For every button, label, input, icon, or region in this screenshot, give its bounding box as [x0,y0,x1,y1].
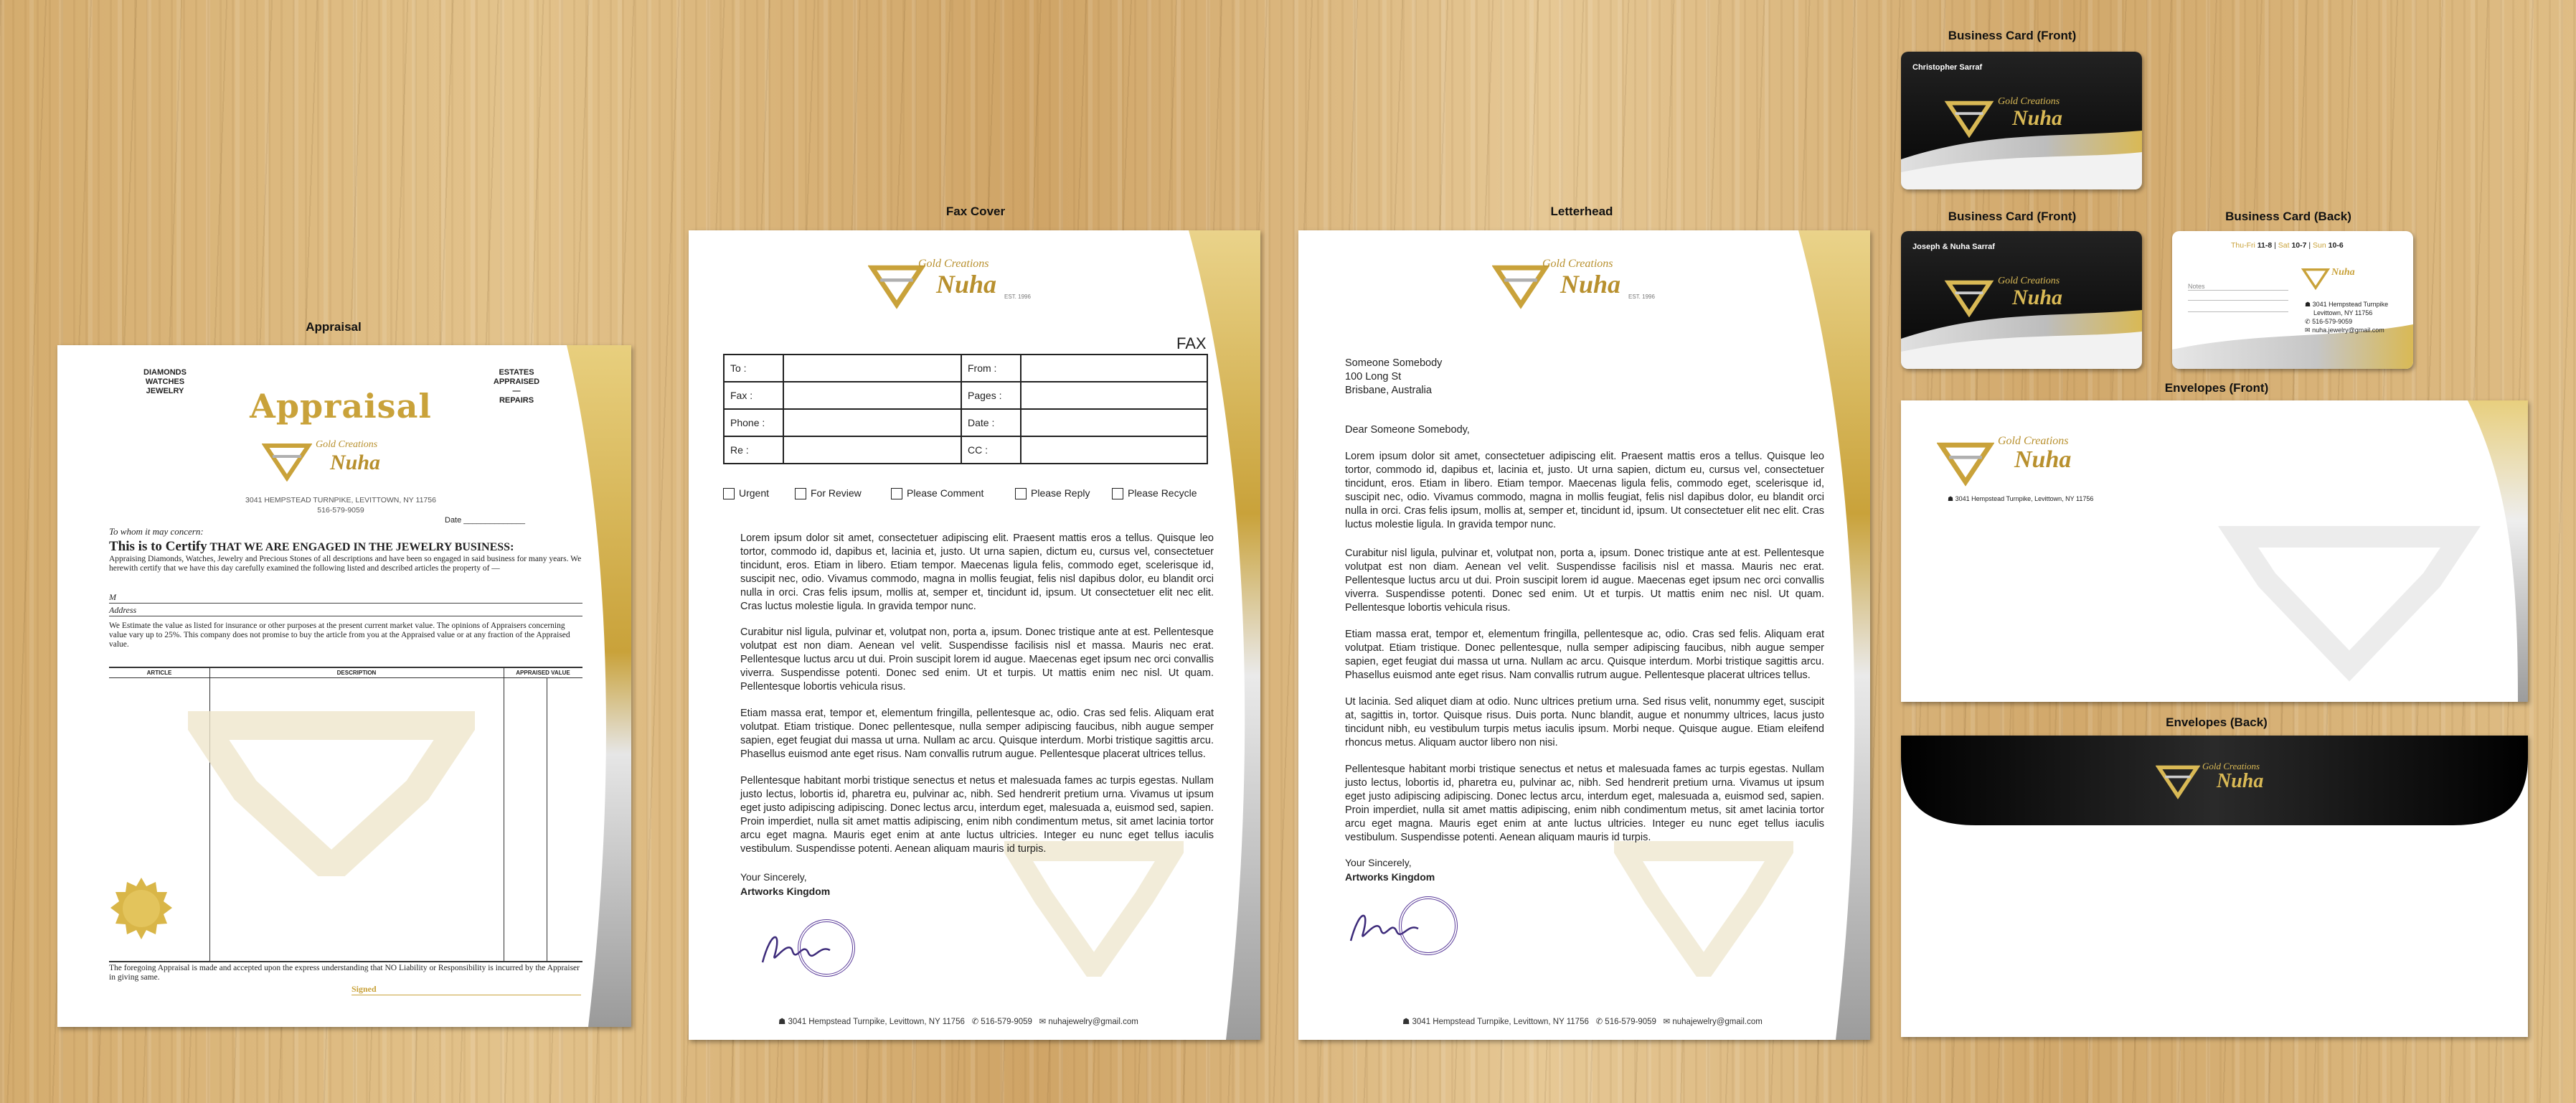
appraisal-right-tag: ESTATES APPRAISED — REPAIRS [493,368,540,405]
appraisal-certify-body: Appraising Diamonds, Watches, Jewelry and Precious Stones of all descriptions and have been so engaged in said business for many years. We herewith certify that we have this day carefully examined the following listed and described articles the property of — [109,555,582,573]
letter-closing: Your Sincerely, [1345,857,1412,868]
fax-to-field[interactable] [783,355,961,382]
letter-paragraph-5: Pellentesque habitant morbi tristique senectus et netus et malesuada fames ac turpis egestas. Nullam justo lectus, lobortis id, pharetra eu, pulvinar ac, nibh. Sed hendrerit pretium urna. Vivamus ut ipsum eget justo adipiscing adipiscing. Donec lectus arcu, interdum eget, malesuada a, euismod sed, sapien. Proin imperdiet, nulla sit amet mattis adipiscing, enim nibh condimentum metus, sit amet lacinia tortor arcu eget magna. Mauris eget enim at ante luctus ultricies. Integer eu nunc eget tellus iaculis vestibulum. Suspendisse potenti. Aenean aliquam mauris id turpis. [1345,764,1824,843]
diamond-logo-icon [1944,96,1994,138]
label-letterhead: Letterhead [1550,205,1613,218]
diamond-logo-icon [1492,259,1549,309]
location-icon: ☗ [2305,301,2311,308]
card-contact: ☗ 3041 Hempstead Turnpike Levittown, NY 11756 ✆ 516-579-9059 ✉ nuha.jewelry@gmail.com [2305,301,2389,334]
appraisal-to-whom: To whom it may concern: [109,526,204,537]
checkbox-icon [1112,488,1123,499]
fax-phone-field[interactable] [783,409,961,436]
fax-option-please-comment[interactable]: Please Comment [891,487,983,499]
fax-option-for-review[interactable]: For Review [795,487,862,499]
fax-paragraph-3: Etiam massa erat, tempor et, elementum fringilla, pellentesque ac, odio. Cras sed felis. Aliquam erat volutpat. Etiam tristique. Donec pellentesque, nulla semper adipiscing faucibus, nibh augue semper sapien, eget feugiat dui massa ut urna. Nullam ac arcu. Quisque interdum. Morbi tristique sagittis arcu. Phasellus euismod ante eget risus. Nam convallis rutrum augue. Pellentesque placerat ultrices tellus. [740,708,1214,760]
fax-re-field[interactable] [783,436,961,464]
appraisal-address-line: Address [109,605,582,616]
fax-closing: Your Sincerely, [740,871,807,883]
store-hours: Thu-Fri 11-8 | Sat 10-7 | Sun 10-6 [2231,241,2344,250]
fax-paragraph-1: Lorem ipsum dolor sit amet, consectetuer adipiscing elit. Praesent mattis eros a tellus. Quisque leo tortor, commodo id, dapibus et, lacinia et, justo. Ut urna sapien, dictum eu, cursus vel, consectetuer tincidunt, eros. Etiam in libero. Etiam tempor. Maecenas ligula felis, commodo eget, scelerisque id, suscipit nec, odio. Vivamus commodo, magna in mollis feugiat, felis nisl dapibus dolor, eu blandit orci nulla in orci. Cras felis ipsum, mollis at, semper et, tincidunt id, ipsum. Ut consectetuer elit nec elit. Cras luctus molestie ligula. In gravida tempor nunc. [740,532,1214,612]
fax-phone-label: Phone : [724,409,783,436]
letter-paragraph-3: Etiam massa erat, tempor et, elementum fringilla, pellentesque ac, odio. Cras sed felis. Aliquam erat volutpat. Etiam tristique. Donec pellentesque, nulla semper adipiscing faucibus, nibh augue semper sapien, eget feugiat dui massa ut urna. Nullam ac arcu. Quisque interdum. Morbi tristique sagittis arcu. Phasellus euismod ante eget risus. Nam convallis rutrum augue. Pellentesque placerat ultrices tellus. [1345,629,1824,681]
brand-logo: Gold Creations Nuha [262,435,420,485]
business-card-front-2: Joseph & Nuha Sarraf Gold Creations Nuha [1901,231,2142,369]
company-stamp-icon [798,919,855,977]
fax-from-label: From : [961,355,1021,382]
diamond-watermark-icon [188,711,475,876]
brand-logo: Gold Creations Nuha EST. 1996 [1492,258,1657,315]
appraisal-certify-heading: This is to Certify THAT WE ARE ENGAGED IN THE JEWELRY BUSINESS: [109,539,514,554]
diamond-logo-icon [1937,436,1994,487]
envelope-flap [1901,736,2528,829]
label-appraisal: Appraisal [306,320,362,334]
label-fax-cover: Fax Cover [945,205,1006,218]
mail-icon: ✉ [2305,327,2311,334]
checkbox-icon [1015,488,1027,499]
fax-to-label: To : [724,355,783,382]
label-business-card-front-2: Business Card (Front) [1948,210,2077,223]
fax-date-label: Date : [961,409,1021,436]
appraisal-date-label: Date ______________ [445,516,525,525]
fax-option-please-reply[interactable]: Please Reply [1015,487,1090,499]
label-envelopes-front: Envelopes (Front) [2164,381,2269,395]
appraisal-foregoing-text: The foregoing Appraisal is made and accepted upon the express understanding that NO Liability or Responsibility is incurred by the Appraiser in giving same. [109,964,580,982]
fax-fax-label: Fax : [724,382,783,409]
fax-from-field[interactable] [1021,355,1207,382]
diamond-logo-icon [2156,761,2200,799]
envelope-back: Gold Creations Nuha [1901,736,2528,1037]
fax-fax-field[interactable] [783,382,961,409]
appraisal-signed-line: Signed [352,984,581,995]
checkbox-icon [723,488,735,499]
checkbox-icon [891,488,902,499]
label-business-card-back: Business Card (Back) [2225,210,2351,223]
card-name: Christopher Sarraf [1912,63,1983,72]
mail-icon: ✉ [1039,1018,1047,1026]
phone-icon: ✆ [1595,1018,1603,1026]
envelope-front: Gold Creations Nuha ☗ 3041 Hempstead Turnpike, Levittown, NY 11756 [1901,400,2528,702]
fax-header-table [723,354,1208,464]
fax-option-please-recycle[interactable]: Please Recycle [1112,487,1197,499]
appraisal-left-tag: DIAMONDS WATCHES JEWELRY [143,368,187,395]
fax-cc-label: CC : [961,436,1021,464]
card-name: Joseph & Nuha Sarraf [1912,243,1995,251]
fax-cover-sheet [689,230,1260,1040]
appraisal-title: Appraisal [250,387,432,426]
diamond-logo-icon [1944,276,1994,317]
diamond-logo-icon [2301,266,2330,290]
checkbox-icon [795,488,806,499]
mail-icon: ✉ [1663,1018,1671,1026]
appraisal-sheet [57,345,631,1027]
fax-pages-label: Pages : [961,382,1021,409]
letter-salutation: Dear Someone Somebody, [1345,424,1470,436]
fax-company: Artworks Kingdom [740,886,831,897]
notes-label: Notes [2188,283,2288,291]
fax-heading: FAX [1176,334,1207,352]
appraisal-m-line: M [109,592,582,604]
appraisal-estimate-text: We Estimate the value as listed for insurance or other purposes at the present current market value. The opinions of Appraisers concerning value vary up to 25%. This company does not promise to buy the article from you at the Appraised value or at any fraction of the Appraised value. [109,621,570,649]
letterhead-footer: ☗ 3041 Hempstead Turnpike, Levittown, NY 11756 ✆ 516-579-9059 ✉ nuhajewelry@gmail.com [1402,1018,1763,1026]
phone-icon: ✆ [2305,318,2311,325]
col-description: DESCRIPTION [336,670,377,676]
recipient-address: Someone Somebody 100 Long St Brisbane, Australia [1345,357,1443,396]
letterhead-sheet [1298,230,1870,1040]
diamond-logo-icon [262,438,312,482]
diamond-logo-icon [868,259,925,309]
fax-re-label: Re : [724,436,783,464]
location-icon: ☗ [1948,495,1954,502]
phone-icon: ✆ [971,1018,979,1026]
fax-paragraph-4: Pellentesque habitant morbi tristique senectus et netus et malesuada fames ac turpis egestas. Nullam justo lectus, lobortis id, pharetra eu, pulvinar ac, nibh. Sed hendrerit pretium urna. Vivamus ut ipsum eget justo adipiscing adipiscing. Donec lectus arcu, interdum eget, malesuada a, euismod sed, sapien. Proin imperdiet, nulla sit amet mattis adipiscing, enim nibh condimentum metus, sit amet lacinia tortor arcu eget magna. Mauris eget enim at ante luctus ultricies. Integer eu nunc eget tellus iaculis vestibulum. Suspendisse potenti. Aenean aliquam mauris id turpis. [740,775,1214,855]
fax-pages-field[interactable] [1021,382,1207,409]
appraisal-phone: 516-579-9059 [317,506,364,515]
letter-paragraph-1: Lorem ipsum dolor sit amet, consectetuer adipiscing elit. Praesent mattis eros a tellus. Quisque leo tortor, commodo id, dapibus et, lacinia et, justo. Ut urna sapien, dictum eu, cursus vel, consectetuer tincidunt, eros. Etiam in libero. Etiam tempor. Maecenas ligula felis, commodo eget, scelerisque id, suscipit nec, odio. Vivamus commodo, magna in mollis feugiat, felis nisl dapibus dolor, eu blandit orci nulla in orci. Cras felis ipsum, mollis at, semper et, tincidunt id, ipsum. Ut consectetuer elit nec elit. Cras luctus molestie ligula. In gravida tempor nunc. [1345,451,1824,530]
letter-paragraph-2: Curabitur nisl ligula, pulvinar et, volutpat non, porta a, ipsum. Donec tristique ante at est. Pellentesque volutpat est non diam. Aenean vel velit. Suspendisse facilisis nisl et massa. Mauris nec erat. Pellentesque luctus arcu ut dui. Proin suscipit lorem id augue. Maecenas eget ipsum nec orci convallis viverra. Suspendisse potenti. Donec sed enim. Ut et turpis. Ut mattis enim nec nisl. Ut quam. Pellentesque lobortis vehicula risus. [1345,548,1824,614]
letter-company: Artworks Kingdom [1345,871,1435,883]
col-article: ARTICLE [146,670,172,676]
appraisal-address: 3041 HEMPSTEAD TURNPIKE, LEVITTOWN, NY 11756 [245,496,436,504]
fax-paragraph-2: Curabitur nisl ligula, pulvinar et, volutpat non, porta a, ipsum. Donec tristique ante at est. Pellentesque volutpat est non diam. Aenean vel velit. Suspendisse facilisis nisl et massa. Mauris nec erat. Pellentesque luctus arcu ut dui. Proin suscipit lorem id augue. Maecenas eget ipsum nec orci convallis viverra. Suspendisse potenti. Donec sed enim. Ut et turpis. Ut mattis enim nec nisl. Ut quam. Pellentesque lobortis vehicula risus. [740,626,1214,693]
location-icon: ☗ [1402,1018,1410,1026]
company-stamp-icon [1399,896,1458,955]
envelope-return-address: ☗ 3041 Hempstead Turnpike, Levittown, NY 11756 [1948,495,2094,502]
label-business-card-front-1: Business Card (Front) [1948,29,2077,42]
col-appraised-value: APPRAISED VALUE [516,670,570,676]
letter-paragraph-4: Ut lacinia. Sed aliquet diam at odio. Nunc ultrices pretium urna. Sed risus velit, nonummy eget, suscipit at, sagittis in, tortor. Quisque risus. Duis porta. Nunc blandit, augue et nonummy ultrices, lacus justo tincidunt nibh, eu vestibulum turpis metus iaculis ipsum. Morbi neque. Quisque augue. Etiam eleifend rhoncus metus. Aliquam auctor libero non nisi. [1345,696,1824,748]
fax-cc-field[interactable] [1021,436,1207,464]
business-card-back: Thu-Fri 11-8 | Sat 10-7 | Sun 10-6 Nuha Notes ☗ 3041 Hempstead Turnpike Levittown, NY 11756 ✆ 516-579-9059 ✉ nuha.jewelry@gmail.com [2172,231,2413,369]
location-icon: ☗ [778,1018,786,1026]
diamond-watermark-icon [1614,840,1793,977]
fax-date-field[interactable] [1021,409,1207,436]
brand-logo: Gold Creations Nuha EST. 1996 [868,258,1033,315]
business-card-front-1: Christopher Sarraf Gold Creations Nuha [1901,52,2142,189]
appraisal-articles-table [109,667,582,962]
diamond-watermark-icon [1004,840,1184,977]
label-envelopes-back: Envelopes (Back) [2166,715,2268,729]
envelope-swoosh-decoration [1901,400,2528,702]
fax-footer: ☗ 3041 Hempstead Turnpike, Levittown, NY 11756 ✆ 516-579-9059 ✉ nuhajewelry@gmail.com [778,1018,1138,1026]
gold-seal-icon [109,876,174,941]
fax-option-urgent[interactable]: Urgent [723,487,769,499]
